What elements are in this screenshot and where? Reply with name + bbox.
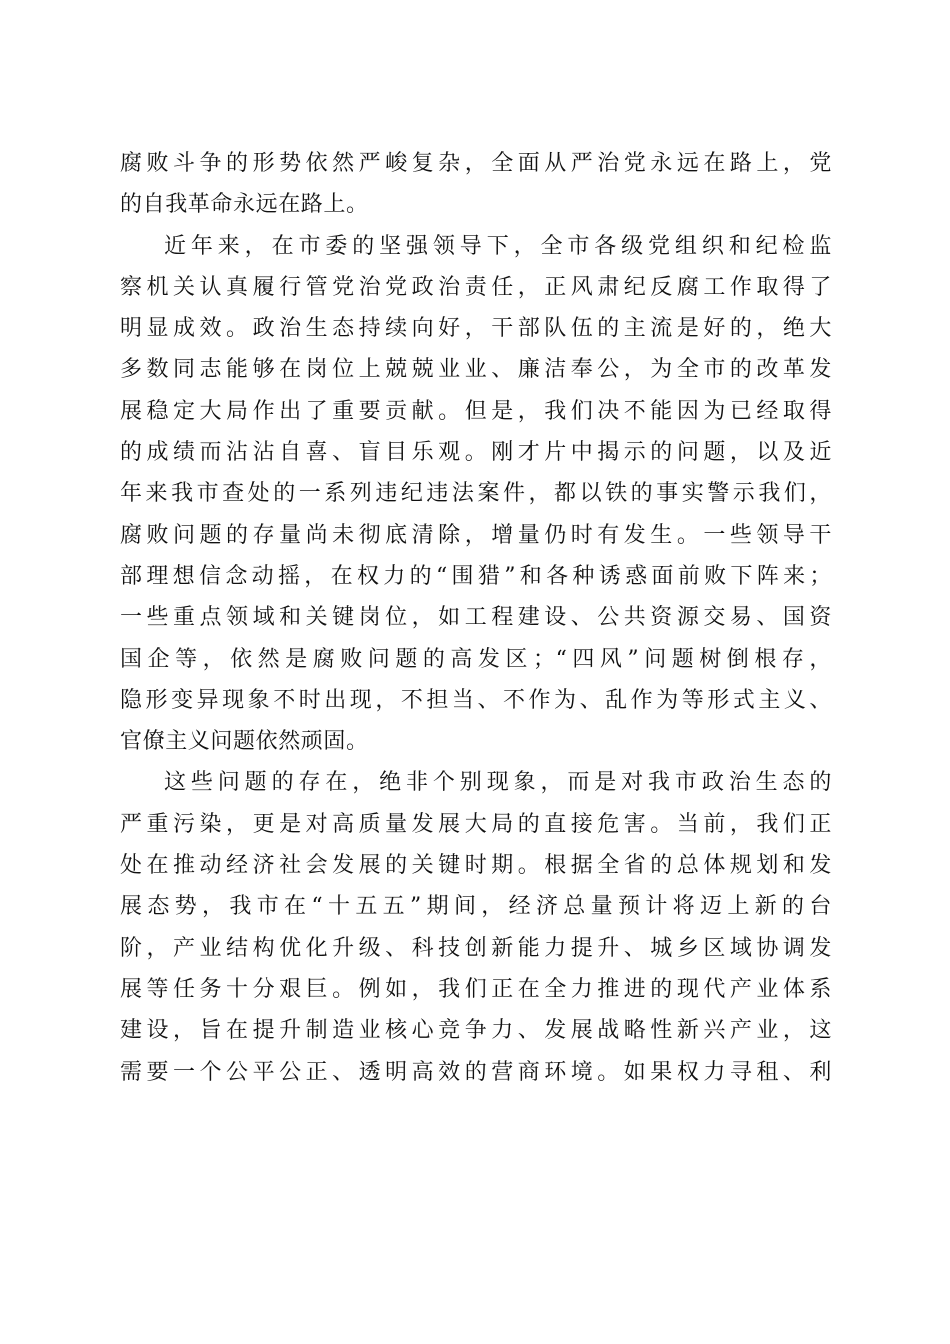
text-line: 年来我市查处的一系列违纪违法案件，都以铁的事实警示我们， — [120, 481, 832, 507]
text-line: 腐败斗争的形势依然严峻复杂，全面从严治党永远在路上，党 — [120, 151, 832, 176]
text-line: 国企等，依然是腐败问题的高发区；“四风”问题树倒根存， — [120, 646, 832, 672]
text-line: 展态势，我市在“十五五”期间，经济总量预计将迈上新的台 — [120, 894, 832, 920]
text-line: 察机关认真履行管党治党政治责任，正风肃纪反腐工作取得了 — [120, 274, 832, 300]
text-line: 隐形变异现象不时出现，不担当、不作为、乱作为等形式主义、 — [120, 687, 832, 713]
text-line: 严重污染，更是对高质量发展大局的直接危害。当前，我们正 — [120, 811, 832, 837]
text-line: 的成绩而沾沾自喜、盲目乐观。刚才片中揭示的问题，以及近 — [120, 440, 832, 466]
text-line: 展等任务十分艰巨。例如，我们正在全力推进的现代产业体系 — [120, 976, 832, 1002]
text-line: 多数同志能够在岗位上兢兢业业、廉洁奉公，为全市的改革发 — [120, 357, 832, 383]
text-line: 部理想信念动摇，在权力的“围猎”和各种诱惑面前败下阵来； — [120, 563, 832, 589]
text-line: 需要一个公平公正、透明高效的营商环境。如果权力寻租、利 — [120, 1059, 832, 1085]
text-line: 阶，产业结构优化升级、科技创新能力提升、城乡区域协调发 — [120, 935, 832, 961]
text-line: 处在推动经济社会发展的关键时期。根据全省的总体规划和发 — [120, 853, 832, 879]
paragraph-first-line: 近年来，在市委的坚强领导下，全市各级党组织和纪检监 — [164, 233, 832, 259]
text-line: 展稳定大局作出了重要贡献。但是，我们决不能因为已经取得 — [120, 398, 832, 424]
text-line: 建设，旨在提升制造业核心竞争力、发展战略性新兴产业，这 — [120, 1018, 832, 1044]
text-line: 一些重点领域和关键岗位，如工程建设、公共资源交易、国资 — [120, 605, 832, 631]
body-text — [120, 143, 832, 1093]
text-line: 官僚主义问题依然顽固。 — [120, 729, 369, 755]
text-line: 腐败问题的存量尚未彻底清除，增量仍时有发生。一些领导干 — [120, 522, 832, 548]
text-line: 的自我革命永远在路上。 — [120, 192, 369, 218]
text-line: 明显成效。政治生态持续向好，干部队伍的主流是好的，绝大 — [120, 316, 832, 342]
paragraph-first-line: 这些问题的存在，绝非个别现象，而是对我市政治生态的 — [164, 770, 832, 796]
